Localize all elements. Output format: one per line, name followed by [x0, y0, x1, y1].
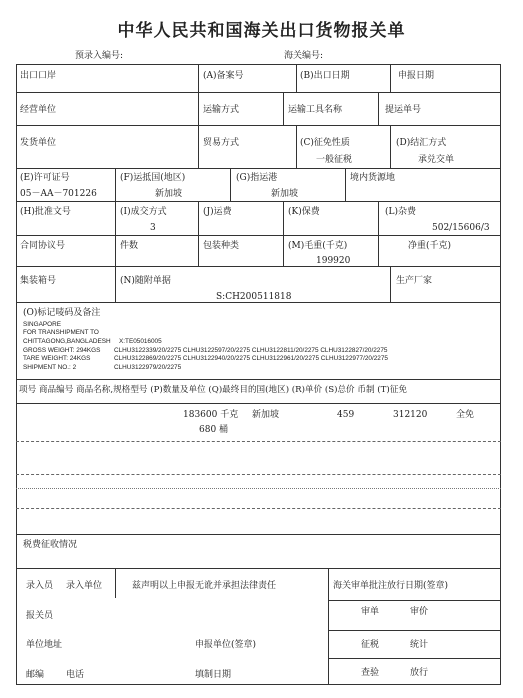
rule: [115, 266, 116, 302]
rule: [198, 64, 199, 92]
rule: [16, 92, 501, 93]
rule: [378, 201, 379, 235]
rule: [16, 125, 501, 126]
gross-weight-value: 199920: [316, 256, 351, 266]
pieces-label: 件数: [120, 241, 139, 251]
rule: [198, 125, 199, 168]
manufacturer-label: 生产厂家: [396, 276, 433, 286]
rule: [296, 125, 297, 168]
remarks-line: SHIPMENT NO.: 2: [23, 364, 77, 371]
rule: [328, 658, 501, 659]
tax-nature-value: 一般征税: [316, 155, 353, 165]
declare-date-label: 申报日期: [398, 71, 435, 81]
license-no-label: (E)许可证号: [20, 173, 70, 183]
goods-quantity: 183600 千克: [183, 410, 239, 420]
rule: [283, 235, 284, 266]
rule: [283, 92, 284, 125]
rule: [16, 266, 501, 267]
release-label: 放行: [410, 668, 429, 678]
dest-country-value: 新加坡: [155, 189, 183, 199]
remarks-line: GROSS WEIGHT: 294KGS: [23, 347, 101, 354]
goods-separator: [16, 488, 501, 489]
rule: [16, 379, 501, 380]
rule: [390, 266, 391, 302]
rule: [198, 235, 199, 266]
attached-docs-label: (N)随附单据: [120, 276, 171, 286]
contract-no-label: 合同协议号: [20, 241, 66, 251]
container-list-line: CLHU3122979/20/2275: [114, 364, 182, 371]
goods-exemption: 全免: [456, 410, 475, 420]
tax-nature-label: (C)征免性质: [300, 138, 350, 148]
rule: [16, 534, 501, 535]
goods-destination: 新加坡: [252, 410, 280, 420]
package-type-label: 包装种类: [203, 241, 240, 251]
container-no-label: 集装箱号: [20, 276, 57, 286]
inspection-label: 查验: [361, 668, 380, 678]
bill-no-label: 提运单号: [385, 105, 422, 115]
goods-unit-price: 459: [337, 410, 355, 420]
rule: [115, 168, 116, 201]
deal-mode-value: 3: [150, 223, 156, 233]
rule: [390, 125, 391, 168]
rule: [115, 235, 116, 266]
net-weight-label: 净重(千克): [408, 241, 452, 251]
fill-date-label: 填制日期: [195, 670, 232, 680]
goods-separator: [16, 474, 501, 475]
container-list-line: CLHU3122339/20/2275 CLHU3122597/20/2275 CLHU3122811/20/2275 CLHU3122827/20/2275: [114, 347, 388, 354]
remarks-ref: X:TE05016005: [119, 338, 162, 345]
rule: [328, 630, 501, 631]
remarks-line: SINGAPORE: [23, 321, 61, 328]
misc-fee-label: (L)杂费: [385, 207, 416, 217]
license-no-value: 05－AA－701226: [20, 189, 97, 199]
goods-total-price: 312120: [393, 410, 428, 420]
business-unit-label: 经营单位: [20, 105, 57, 115]
customs-no-label: 海关编号:: [284, 51, 324, 61]
rule: [328, 600, 501, 601]
remarks-line: CHITTAGONG,BANGLADESH: [23, 338, 111, 345]
domestic-source-label: 境内货源地: [350, 173, 396, 183]
dest-port-value: 新加坡: [271, 189, 299, 199]
rule: [390, 64, 391, 92]
container-list-line: CLHU3122869/20/2275 CLHU3122940/20/2275 CLHU3122961/20/2275 CLHU3122977/20/2275: [114, 355, 388, 362]
shipper-label: 发货单位: [20, 138, 57, 148]
trade-mode-label: 贸易方式: [203, 138, 240, 148]
vehicle-name-label: 运输工具名称: [288, 105, 343, 115]
rule: [198, 92, 199, 125]
rule: [16, 168, 501, 169]
tax-section-label: 税费征收情况: [23, 540, 78, 550]
dest-port-label: (G)指运港: [236, 173, 278, 183]
misc-fee-value: 502/15606/3: [432, 223, 490, 233]
rule: [16, 201, 501, 202]
rule: [198, 201, 199, 235]
rule: [345, 168, 346, 201]
freight-label: (J)运费: [203, 207, 232, 217]
pre-entry-no-label: 预录入编号:: [75, 51, 124, 61]
settlement-label: (D)结汇方式: [396, 138, 447, 148]
remarks-label: (O)标记唛码及备注: [23, 308, 101, 318]
remarks-line: FOR TRANSHIPMENT TO: [23, 329, 99, 336]
rule: [230, 168, 231, 201]
unit-address-label: 单位地址: [26, 640, 63, 650]
export-port-label: 出口口岸: [20, 71, 57, 81]
rule: [283, 201, 284, 235]
deal-mode-label: (I)成交方式: [120, 207, 167, 217]
export-date-label: (B)出口日期: [300, 71, 350, 81]
rule: [378, 235, 379, 266]
goods-separator: [16, 441, 501, 442]
dest-country-label: (F)运抵国(地区): [120, 173, 186, 183]
rule: [16, 235, 501, 236]
goods-separator: [16, 508, 501, 509]
declarer-label: 报关员: [26, 611, 54, 621]
gross-weight-label: (M)毛重(千克): [288, 241, 348, 251]
approval-no-label: (H)批准文号: [20, 207, 71, 217]
rule: [115, 201, 116, 235]
customs-approval-label: 海关审单批注放行日期(签章): [333, 581, 449, 591]
entry-clerk-label: 录入员: [26, 581, 54, 591]
rule: [16, 568, 501, 569]
goods-quantity-2: 680 桶: [199, 425, 229, 435]
declaration-text: 兹声明以上申报无讹并承担法律责任: [132, 581, 277, 591]
filing-no-label: (A)备案号: [203, 71, 244, 81]
rule: [328, 568, 329, 685]
rule: [115, 568, 116, 598]
declaring-unit-label: 申报单位(签章): [195, 640, 257, 650]
rule: [378, 92, 379, 125]
phone-label: 电话: [66, 670, 85, 680]
pricing-label: 审价: [410, 607, 429, 617]
attached-docs-value: S:CH200511818: [216, 292, 292, 302]
levy-label: 征税: [361, 640, 380, 650]
settlement-value: 承兑交单: [418, 155, 455, 165]
review-label: 审单: [361, 607, 380, 617]
remarks-line: TARE WEIGHT: 24KGS: [23, 355, 91, 362]
transport-mode-label: 运输方式: [203, 105, 240, 115]
postcode-label: 邮编: [26, 670, 45, 680]
entry-unit-label: 录入单位: [66, 581, 103, 591]
form-title: 中华人民共和国海关出口货物报关单: [117, 21, 406, 41]
goods-header: 项号 商品编号 商品名称,规格型号 (P)数量及单位 (Q)最终目的国(地区) (R)单价 (S)总价 币制 (T)征免: [19, 385, 407, 395]
rule: [296, 64, 297, 92]
statistics-label: 统计: [410, 640, 429, 650]
insurance-label: (K)保费: [288, 207, 320, 217]
rule: [16, 403, 501, 404]
